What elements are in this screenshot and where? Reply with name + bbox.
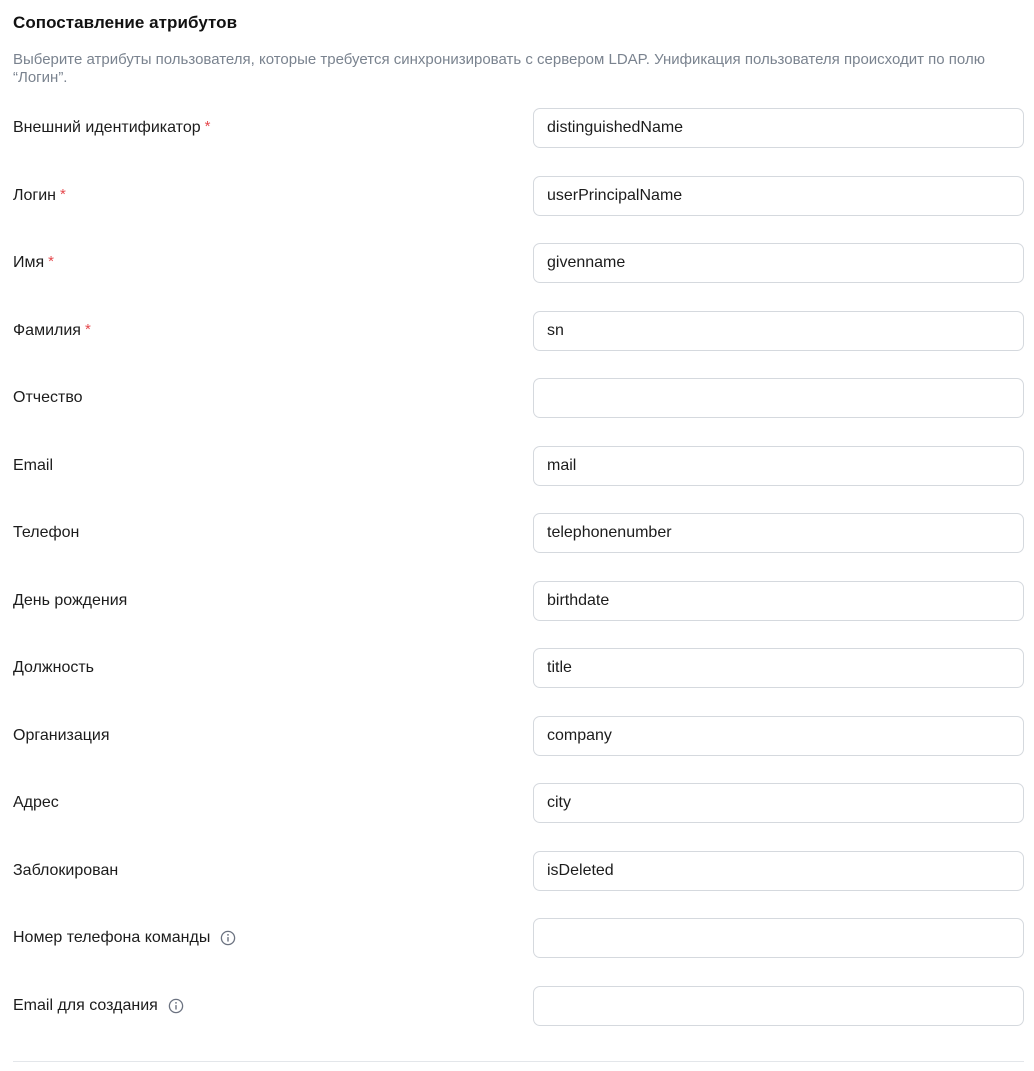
team-phone-input[interactable] <box>533 918 1024 958</box>
field-label: Телефон <box>13 524 80 541</box>
login-input[interactable] <box>533 176 1024 216</box>
field-row-position <box>13 648 1024 688</box>
field-label: Организация <box>13 727 110 744</box>
organization-input[interactable] <box>533 716 1024 756</box>
field-row-birthday <box>13 581 1024 621</box>
external-id-input[interactable] <box>533 108 1024 148</box>
address-input[interactable] <box>533 783 1024 823</box>
field-label: Заблокирован <box>13 862 119 879</box>
birthday-input[interactable] <box>533 581 1024 621</box>
info-icon[interactable] <box>168 998 184 1014</box>
field-label: Логин <box>13 187 57 204</box>
info-icon[interactable] <box>220 930 236 946</box>
field-label: Должность <box>13 659 94 676</box>
field-row-external-id <box>13 108 1024 148</box>
required-asterisk: * <box>60 185 66 203</box>
field-label: Email <box>13 457 54 474</box>
field-row-blocked <box>13 851 1024 891</box>
phone-input[interactable] <box>533 513 1024 553</box>
field-row-first-name <box>13 243 1024 283</box>
required-asterisk: * <box>84 320 91 338</box>
required-asterisk: * <box>48 252 55 270</box>
field-label: Номер телефона команды <box>13 929 211 946</box>
field-row-creation-email <box>13 986 1024 1026</box>
email-input[interactable] <box>533 446 1024 486</box>
field-row-phone <box>13 513 1024 553</box>
field-label: Внешний идентификатор <box>13 119 201 136</box>
section-title: Сопоставление атрибутов <box>13 13 238 32</box>
field-label: Адрес <box>13 794 59 811</box>
blocked-input[interactable] <box>533 851 1024 891</box>
position-input[interactable] <box>533 648 1024 688</box>
field-row-organization <box>13 716 1024 756</box>
first-name-input[interactable] <box>533 243 1024 283</box>
creation-email-input[interactable] <box>533 986 1024 1026</box>
field-label: День рождения <box>13 592 128 609</box>
field-row-last-name <box>13 311 1024 351</box>
field-row-team-phone <box>13 918 1024 958</box>
field-label: Email для создания <box>13 997 158 1014</box>
field-row-email <box>13 446 1024 486</box>
field-label: Отчество <box>13 389 83 406</box>
field-label: Имя <box>13 254 45 271</box>
field-row-login <box>13 176 1024 216</box>
field-row-address <box>13 783 1024 823</box>
section-divider <box>13 1061 1024 1062</box>
last-name-input[interactable] <box>533 311 1024 351</box>
middle-name-input[interactable] <box>533 378 1024 418</box>
field-label: Фамилия <box>13 322 81 339</box>
required-asterisk: * <box>204 117 211 135</box>
section-description: Выберите атрибуты пользователя, которые требуется синхронизировать с сервером LDAP. Унификация пользователя происходит по полю “Логин”. <box>13 51 985 86</box>
field-row-middle-name <box>13 378 1024 418</box>
